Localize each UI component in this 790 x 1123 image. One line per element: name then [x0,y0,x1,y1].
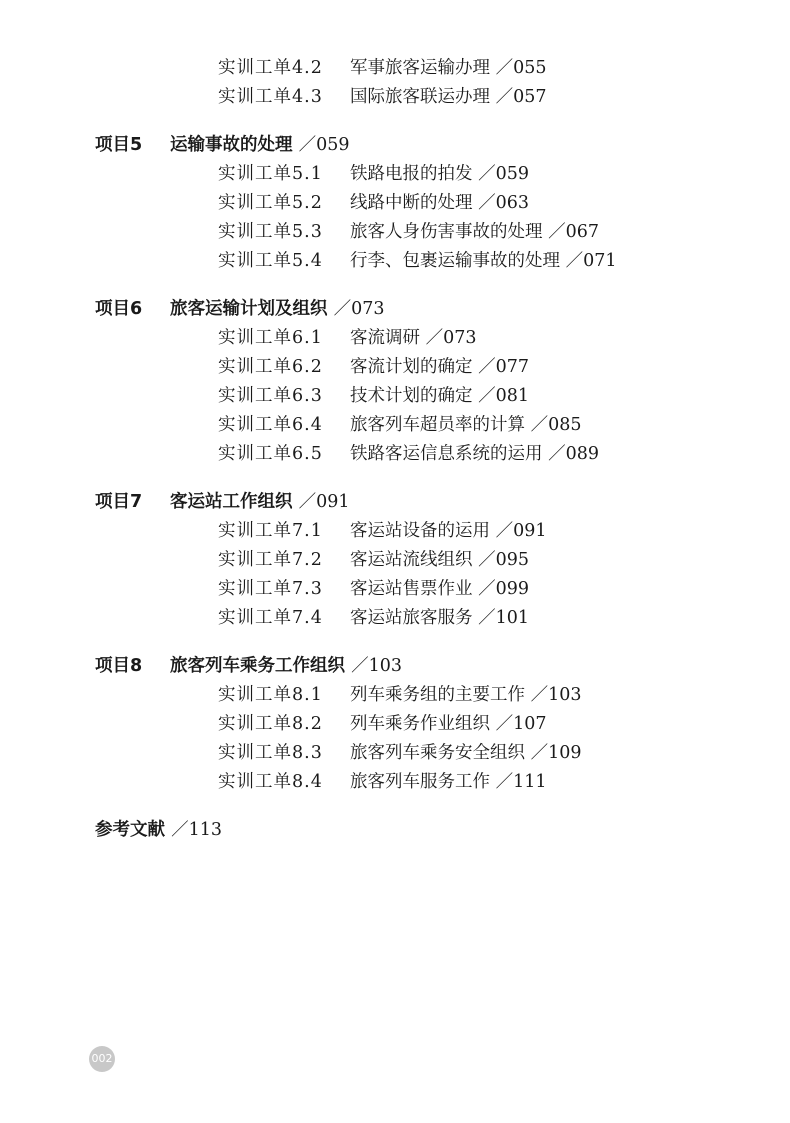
toc-item-title: 军事旅客运输办理 [350,58,490,78]
toc-item-title: 客运站设备的运用 [350,521,490,541]
toc-item-number: 实训工单6.2 [218,357,323,377]
toc-item[interactable] [218,195,529,213]
toc-item-title: 线路中断的处理 [350,193,473,213]
toc-item-page: ／089 [548,444,599,464]
project-title: 运输事故的处理 [170,135,293,155]
toc-item-number: 实训工单7.4 [218,608,323,628]
project-number: 项目7 [95,492,143,512]
toc-item[interactable] [218,552,529,570]
toc-item-title: 行李、包裹运输事故的处理 [350,251,560,271]
toc-item-number: 实训工单4.3 [218,87,323,107]
project-title: 旅客运输计划及组织 [170,299,328,319]
references-page: ／113 [171,820,222,840]
toc-item-page: ／077 [478,357,529,377]
toc-item-title: 技术计划的确定 [350,386,473,406]
project-title: 客运站工作组织 [170,492,293,512]
toc-item[interactable] [218,253,616,271]
project-number: 项目8 [95,656,143,676]
toc-item-number: 实训工单8.4 [218,772,323,792]
page-number-badge: 002 [89,1046,115,1072]
toc-item-title: 国际旅客联运办理 [350,87,490,107]
toc-item-title: 列车乘务组的主要工作 [350,685,525,705]
toc-item-page: ／057 [495,87,547,107]
toc-item-title: 客运站流线组织 [350,550,473,570]
project-page: ／103 [351,656,402,676]
toc-item-page: ／103 [530,685,582,705]
toc-item-number: 实训工单7.1 [218,521,323,541]
toc-item-number: 实训工单5.2 [218,193,323,213]
toc-item[interactable] [218,523,546,541]
project-number: 项目5 [95,135,143,155]
toc-item-title: 铁路电报的拍发 [350,164,473,184]
toc-item-title: 旅客列车服务工作 [350,772,490,792]
toc-item-page: ／067 [548,222,599,242]
project-title: 旅客列车乘务工作组织 [170,656,345,676]
toc-item-title: 旅客列车超员率的计算 [350,415,525,435]
toc-item-page: ／091 [495,521,547,541]
toc-item-page: ／099 [478,579,529,599]
references-title: 参考文献 [95,820,165,840]
toc-item-title: 客流计划的确定 [350,357,473,377]
toc-item-page: ／085 [530,415,582,435]
toc-item-title: 铁路客运信息系统的运用 [350,444,543,464]
toc-item-title: 客运站旅客服务 [350,608,473,628]
toc-item-number: 实训工单8.3 [218,743,323,763]
toc-item[interactable] [218,330,476,348]
toc-item-number: 实训工单5.4 [218,251,323,271]
toc-project-5[interactable] [95,137,350,155]
toc-references[interactable] [95,822,222,840]
toc-item-page: ／095 [478,550,529,570]
toc-project-8[interactable] [95,658,402,676]
toc-item-title: 旅客列车乘务安全组织 [350,743,525,763]
toc-item-number: 实训工单8.1 [218,685,323,705]
toc-item-page: ／107 [495,714,547,734]
toc-item[interactable] [218,774,546,792]
toc-item[interactable] [218,446,599,464]
project-number: 项目6 [95,299,143,319]
toc-item-page: ／059 [478,164,529,184]
toc-item-page: ／073 [425,328,477,348]
project-page: ／091 [298,492,350,512]
toc-item-page: ／063 [478,193,529,213]
toc-item[interactable] [218,60,546,78]
toc-item-number: 实训工单6.5 [218,444,323,464]
toc-item[interactable] [218,224,599,242]
toc-item[interactable] [218,417,581,435]
toc-item[interactable] [218,166,529,184]
toc-item-page: ／109 [530,743,582,763]
toc-item-page: ／111 [495,772,547,792]
toc-item-number: 实训工单7.3 [218,579,323,599]
toc-item[interactable] [218,581,529,599]
toc-item-page: ／081 [478,386,529,406]
project-page: ／073 [333,299,385,319]
toc-item-number: 实训工单6.1 [218,328,323,348]
toc-item-number: 实训工单5.1 [218,164,323,184]
project-page: ／059 [298,135,350,155]
toc-item-number: 实训工单5.3 [218,222,323,242]
toc-project-7[interactable] [95,494,350,512]
toc-item[interactable] [218,89,546,107]
toc-item[interactable] [218,359,529,377]
toc-item[interactable] [218,745,581,763]
toc-item-page: ／055 [495,58,547,78]
toc-item[interactable] [218,388,529,406]
toc-item[interactable] [218,610,529,628]
toc-item[interactable] [218,687,581,705]
toc-project-6[interactable] [95,301,385,319]
toc-item-page: ／071 [565,251,617,271]
toc-item-title: 客流调研 [350,328,420,348]
toc-item-title: 旅客人身伤害事故的处理 [350,222,543,242]
toc-item-title: 列车乘务作业组织 [350,714,490,734]
toc-item-number: 实训工单8.2 [218,714,323,734]
toc-item-number: 实训工单4.2 [218,58,323,78]
toc-item[interactable] [218,716,546,734]
toc-item-title: 客运站售票作业 [350,579,473,599]
toc-item-number: 实训工单7.2 [218,550,323,570]
toc-item-number: 实训工单6.3 [218,386,323,406]
toc-item-page: ／101 [478,608,529,628]
toc-item-number: 实训工单6.4 [218,415,323,435]
